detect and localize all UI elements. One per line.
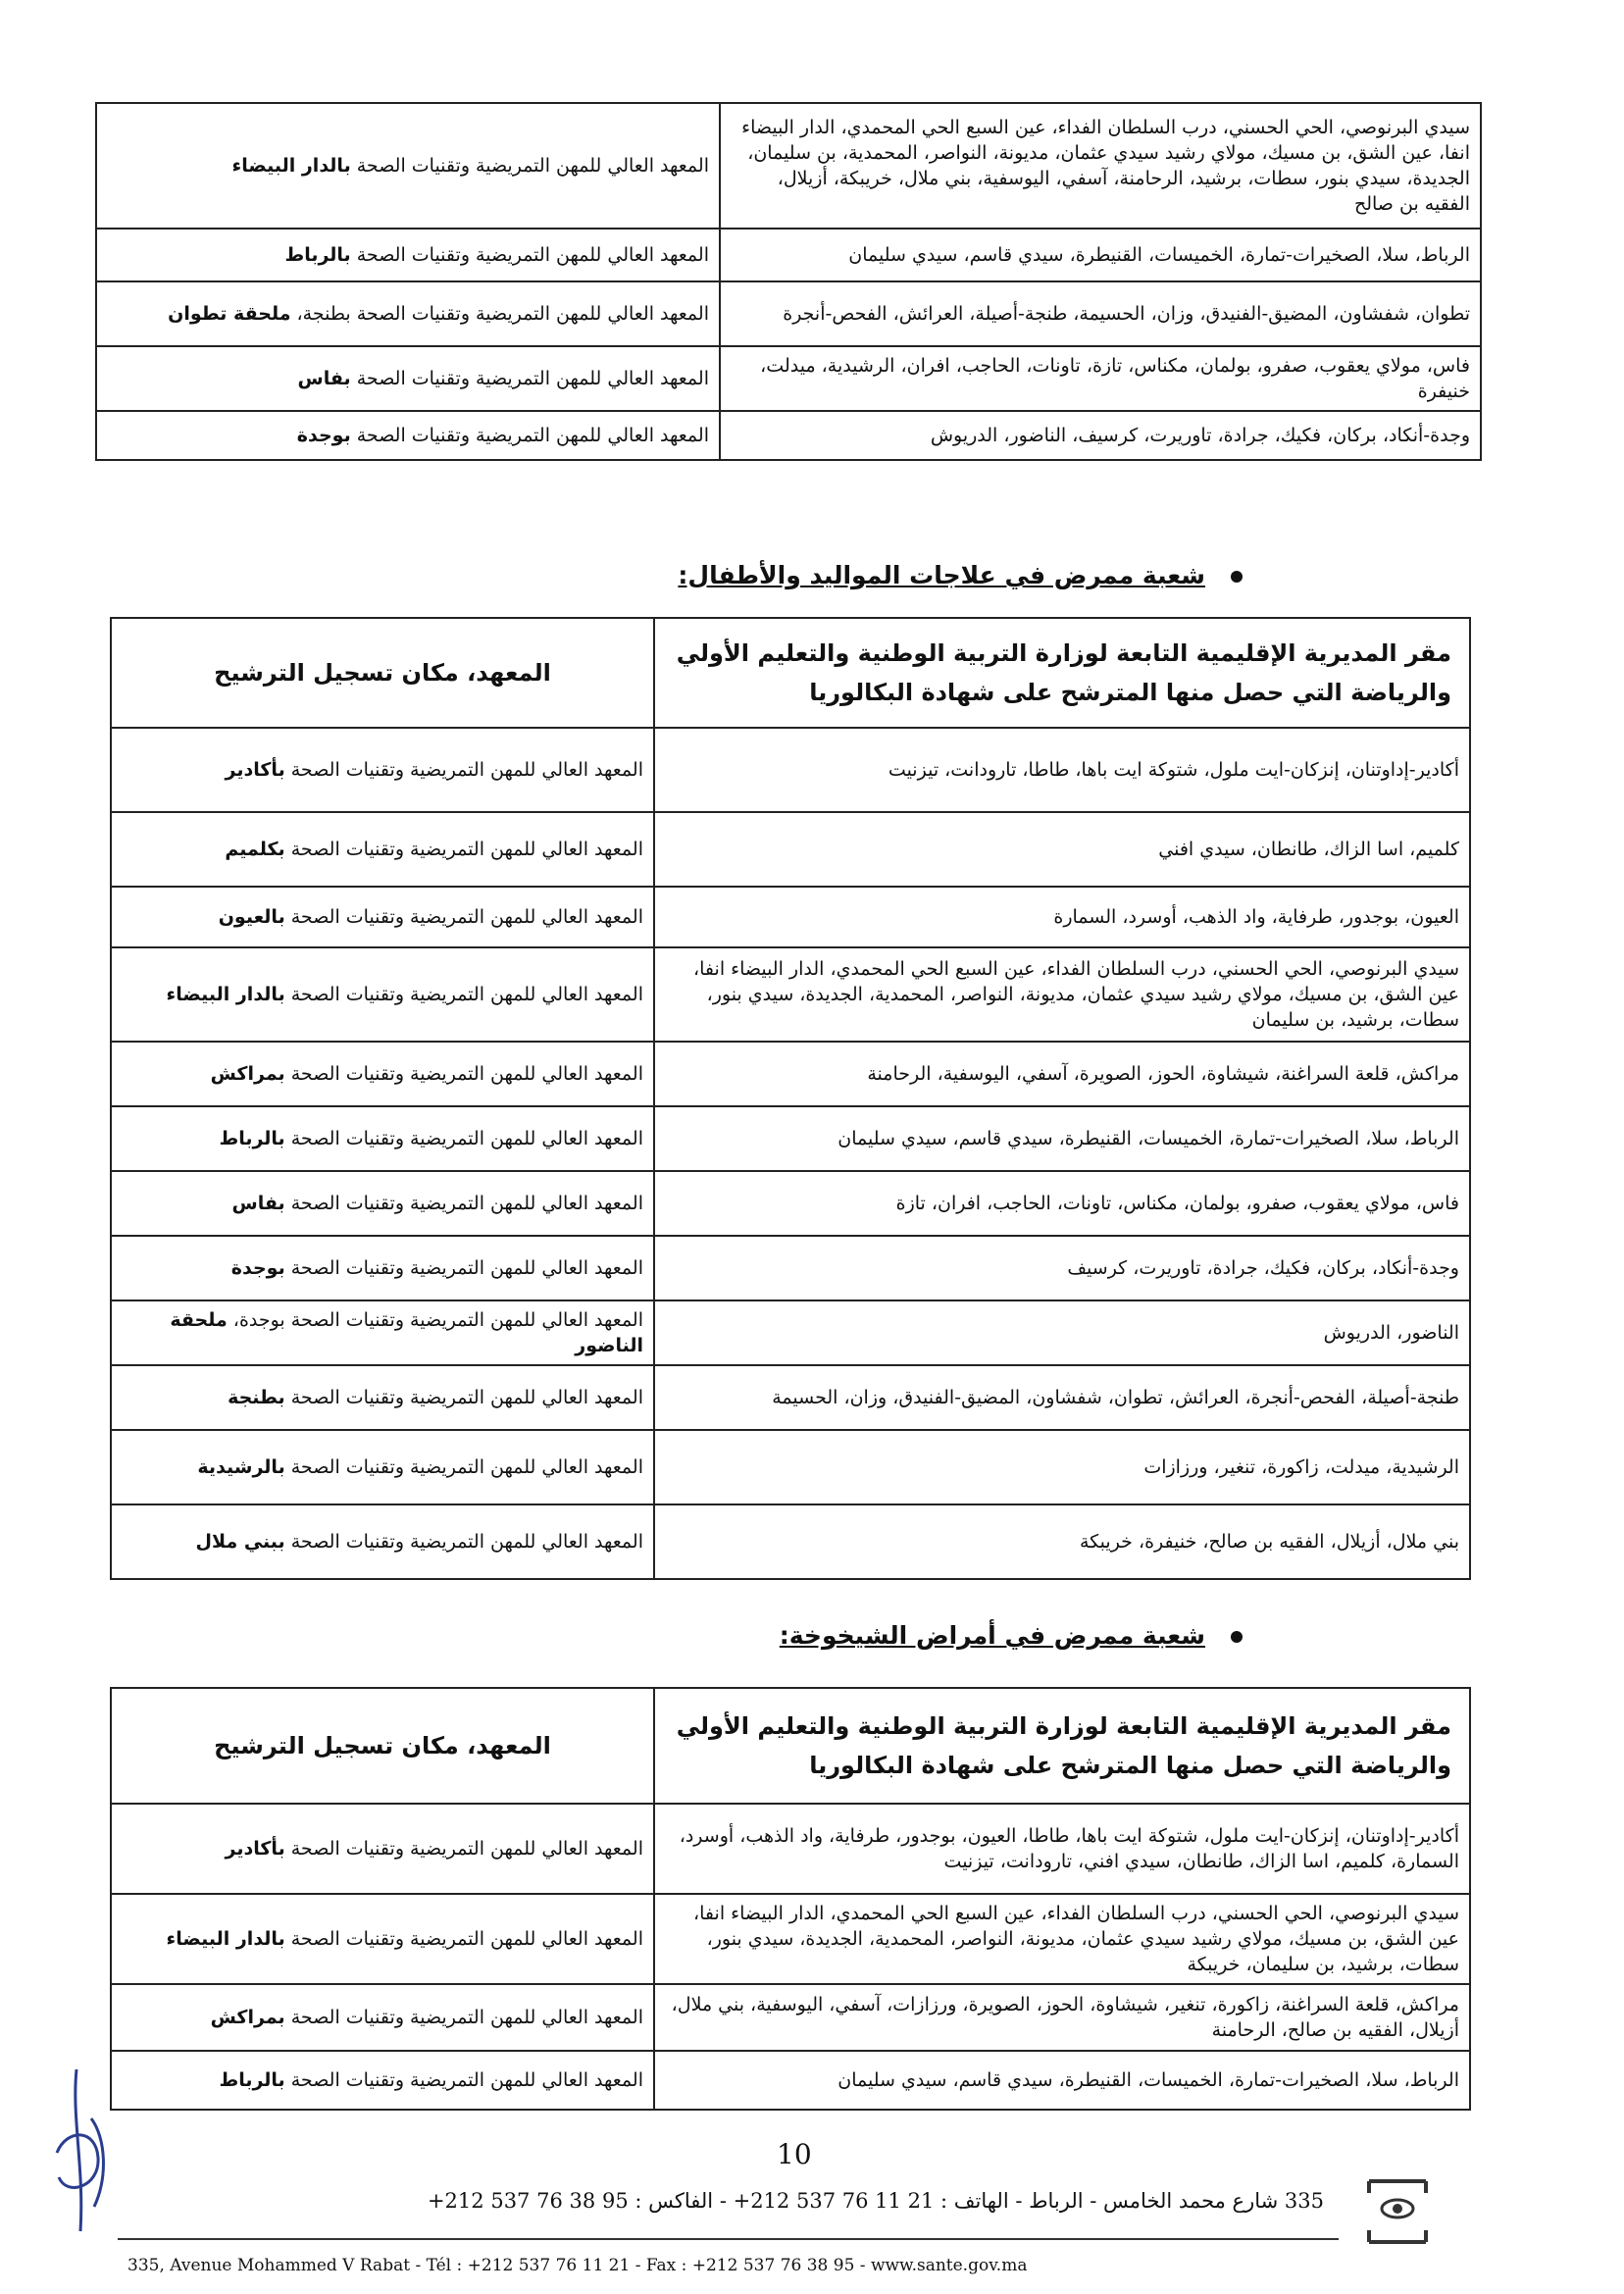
institute-name: المعهد العالي للمهن التمريضية وتقنيات الصحة bbox=[284, 906, 643, 928]
footer-address-arabic: 335 شارع محمد الخامس - الرباط - الهاتف : 21 11 76 537 212+ - الفاكس : 95 38 76 537 212+ bbox=[427, 2189, 1324, 2213]
bullet-icon bbox=[1231, 571, 1243, 583]
provinces-cell: الرباط، سلا، الصخيرات-تمارة، الخميسات، القنيطرة، سيدي قاسم، سيدي سليمان bbox=[654, 1106, 1470, 1171]
institute-city: بفاس bbox=[231, 1193, 285, 1214]
provinces-cell: فاس، مولاي يعقوب، صفرو، بولمان، مكناس، تازة، تاونات، الحاجب، افران، الرشيدية، ميدلت، خنيفرة bbox=[720, 346, 1481, 411]
table-row bbox=[111, 1300, 1470, 1365]
table-row bbox=[96, 281, 1481, 346]
institute-name: المعهد العالي للمهن التمريضية وتقنيات الصحة bbox=[284, 2007, 643, 2028]
institute-name: المعهد العالي للمهن التمريضية وتقنيات الصحة bbox=[284, 1387, 643, 1408]
table-row bbox=[111, 1894, 1470, 1984]
provinces-cell: وجدة-أنكاد، بركان، فكيك، جرادة، تاوريرت، كرسيف bbox=[654, 1236, 1470, 1300]
institute-cell bbox=[111, 728, 654, 812]
institute-city: ملحقة الناضور bbox=[170, 1309, 643, 1356]
institute-name: المعهد العالي للمهن التمريضية وتقنيات الصحة bbox=[284, 2069, 643, 2091]
institute-name: المعهد العالي للمهن التمريضية وتقنيات الصحة bbox=[284, 1928, 643, 1950]
table-row bbox=[111, 1984, 1470, 2051]
header-institute: المعهد، مكان تسجيل الترشيح bbox=[111, 618, 654, 728]
provinces-cell: العيون، بوجدور، طرفاية، واد الذهب، أوسرد، السمارة bbox=[654, 887, 1470, 947]
provinces-cell: الناضور، الدريوش bbox=[654, 1300, 1470, 1365]
institute-cell bbox=[111, 1430, 654, 1504]
institute-name: المعهد العالي للمهن التمريضية وتقنيات الصحة bbox=[284, 1128, 643, 1149]
table-row bbox=[111, 1171, 1470, 1236]
provinces-cell: أكادير-إداوتنان، إنزكان-ايت ملول، شتوكة ايت باها، طاطا، العيون، بوجدور، طرفاية، واد الذهب، أوسرد، السمارة، كلميم، اسا الزاك، طانطان، سيدي افني، تارودانت، تيزنيت bbox=[654, 1804, 1470, 1894]
institute-cell bbox=[111, 947, 654, 1042]
institute-city: بأكادير bbox=[225, 1838, 285, 1860]
institute-name: المعهد العالي للمهن التمريضية وتقنيات الصحة bbox=[350, 425, 709, 446]
institute-name: المعهد العالي للمهن التمريضية وتقنيات الصحة bbox=[284, 1063, 643, 1085]
institute-city: بوجدة bbox=[230, 1257, 285, 1279]
institute-city: بالرباط bbox=[284, 244, 351, 266]
footer-address-latin: 335, Avenue Mohammed V Rabat - Tél : +212 537 76 11 21 - Fax : +212 537 76 38 95 - www.sante.gov.ma bbox=[127, 2256, 1028, 2275]
institute-name: المعهد العالي للمهن التمريضية وتقنيات الصحة bbox=[350, 155, 709, 177]
header-directorate: مقر المديرية الإقليمية التابعة لوزارة التربية الوطنية والتعليم الأولي والرياضة التي حصل منها المترشح على شهادة البكالوريا bbox=[654, 618, 1470, 728]
institute-city: ملحقة تطوان bbox=[168, 303, 291, 325]
table-row bbox=[96, 103, 1481, 229]
institute-cell bbox=[111, 1106, 654, 1171]
institute-name: المعهد العالي للمهن التمريضية وتقنيات الصحة bbox=[284, 1838, 643, 1860]
table-row bbox=[96, 411, 1481, 460]
table-row bbox=[111, 1106, 1470, 1171]
institute-cell bbox=[111, 812, 654, 887]
table-row bbox=[96, 346, 1481, 411]
table-row bbox=[111, 1430, 1470, 1504]
institute-city: بمراكش bbox=[210, 2007, 285, 2028]
institute-cell bbox=[111, 1894, 654, 1984]
bullet-icon bbox=[1231, 1631, 1243, 1643]
institute-name: المعهد العالي للمهن التمريضية وتقنيات الصحة bbox=[284, 984, 643, 1005]
institute-cell bbox=[111, 1236, 654, 1300]
table-row bbox=[111, 1042, 1470, 1106]
institute-name: المعهد العالي للمهن التمريضية وتقنيات الصحة bbox=[284, 1531, 643, 1553]
table-row bbox=[111, 1504, 1470, 1579]
table-row bbox=[111, 812, 1470, 887]
footer-divider bbox=[118, 2238, 1339, 2240]
institute-city: بالعيون bbox=[218, 906, 285, 928]
institute-name: المعهد العالي للمهن التمريضية وتقنيات الصحة bbox=[284, 1193, 643, 1214]
section-title-pediatrics: شعبة ممرض في علاجات المواليد والأطفال: bbox=[678, 561, 1243, 589]
provinces-cell: الرباط، سلا، الصخيرات-تمارة، الخميسات، القنيطرة، سيدي قاسم، سيدي سليمان bbox=[720, 229, 1481, 281]
institute-cell bbox=[111, 1300, 654, 1365]
provinces-cell: تطوان، شفشاون، المضيق-الفنيدق، وزان، الحسيمة، طنجة-أصيلة، العرائش، الفحص-أنجرة bbox=[720, 281, 1481, 346]
institute-cell bbox=[96, 103, 720, 229]
institute-cell bbox=[111, 2051, 654, 2110]
institute-city: بطنجة bbox=[228, 1387, 285, 1408]
table-continued bbox=[95, 102, 1482, 461]
institute-cell bbox=[111, 1171, 654, 1236]
provinces-cell: سيدي البرنوصي، الحي الحسني، درب السلطان الفداء، عين السبع الحي المحمدي، الدار البيضاء انفا، عين الشق، بن مسيك، مولاي رشيد سيدي عثمان، مديونة، النواصر، المحمدية، بن سليمان، الجديدة، سيدي بنور، سطات، برشيد، الرحامنة، آسفي، اليوسفية، بني ملال، خريبكة، أزيلال، الفقيه بن صالح bbox=[720, 103, 1481, 229]
institute-cell bbox=[111, 887, 654, 947]
provinces-cell: الرباط، سلا، الصخيرات-تمارة، الخميسات، القنيطرة، سيدي قاسم، سيدي سليمان bbox=[654, 2051, 1470, 2110]
table-row bbox=[111, 728, 1470, 812]
institute-city: بأكادير bbox=[225, 759, 285, 781]
institute-cell bbox=[96, 346, 720, 411]
table-row bbox=[111, 887, 1470, 947]
institute-name: المعهد العالي للمهن التمريضية وتقنيات الصحة bbox=[284, 759, 643, 781]
provinces-cell: كلميم، اسا الزاك، طانطان، سيدي افني bbox=[654, 812, 1470, 887]
institute-cell bbox=[96, 281, 720, 346]
ministry-logo-icon bbox=[1363, 2173, 1432, 2250]
institute-cell bbox=[96, 229, 720, 281]
table-row bbox=[111, 1236, 1470, 1300]
institute-cell bbox=[96, 411, 720, 460]
table-row bbox=[111, 2051, 1470, 2110]
institute-name: المعهد العالي للمهن التمريضية وتقنيات الصحة bbox=[284, 1257, 643, 1279]
institute-name: المعهد العالي للمهن التمريضية وتقنيات الصحة بوجدة، bbox=[227, 1309, 643, 1331]
table-row bbox=[111, 947, 1470, 1042]
table-row bbox=[111, 1365, 1470, 1430]
institute-cell bbox=[111, 1804, 654, 1894]
institute-city: بالدار البيضاء bbox=[231, 155, 351, 177]
institute-city: بفاس bbox=[297, 368, 351, 389]
institute-name: المعهد العالي للمهن التمريضية وتقنيات الصحة بطنجة، bbox=[290, 303, 709, 325]
table-row bbox=[96, 229, 1481, 281]
section-title-geriatrics: شعبة ممرض في أمراض الشيخوخة: bbox=[780, 1621, 1243, 1650]
table-pediatrics bbox=[110, 617, 1471, 1580]
provinces-cell: طنجة-أصيلة، الفحص-أنجرة، العرائش، تطوان، شفشاون، المضيق-الفنيدق، وزان، الحسيمة bbox=[654, 1365, 1470, 1430]
institute-city: بالرباط bbox=[219, 1128, 285, 1149]
institute-name: المعهد العالي للمهن التمريضية وتقنيات الصحة bbox=[284, 1456, 643, 1478]
page-number: 10 bbox=[777, 2138, 812, 2170]
provinces-cell: بني ملال، أزيلال، الفقيه بن صالح، خنيفرة، خريبكة bbox=[654, 1504, 1470, 1579]
header-directorate: مقر المديرية الإقليمية التابعة لوزارة التربية الوطنية والتعليم الأولي والرياضة التي حصل منها المترشح على شهادة البكالوريا bbox=[654, 1688, 1470, 1804]
table-geriatrics bbox=[110, 1687, 1471, 2111]
provinces-cell: سيدي البرنوصي، الحي الحسني، درب السلطان الفداء، عين السبع الحي المحمدي، الدار البيضاء انفا، عين الشق، بن مسيك، مولاي رشيد سيدي عثمان، مديونة، النواصر، المحمدية، الجديدة، سيدي بنور، سطات، برشيد، بن سليمان bbox=[654, 947, 1470, 1042]
provinces-cell: فاس، مولاي يعقوب، صفرو، بولمان، مكناس، تاونات، الحاجب، افران، تازة bbox=[654, 1171, 1470, 1236]
provinces-cell: الرشيدية، ميدلت، زاكورة، تنغير، ورزازات bbox=[654, 1430, 1470, 1504]
table-row bbox=[111, 1804, 1470, 1894]
institute-city: بكلميم bbox=[225, 839, 285, 860]
institute-name: المعهد العالي للمهن التمريضية وتقنيات الصحة bbox=[350, 244, 709, 266]
institute-city: بالدار البيضاء bbox=[166, 1928, 285, 1950]
institute-cell bbox=[111, 1984, 654, 2051]
handwritten-signature bbox=[37, 2060, 126, 2236]
provinces-cell: مراكش، قلعة السراغنة، شيشاوة، الحوز، الصويرة، آسفي، اليوسفية، الرحامنة bbox=[654, 1042, 1470, 1106]
header-institute: المعهد، مكان تسجيل الترشيح bbox=[111, 1688, 654, 1804]
institute-city: ببني ملال bbox=[195, 1531, 285, 1553]
institute-city: بالرباط bbox=[219, 2069, 285, 2091]
institute-name: المعهد العالي للمهن التمريضية وتقنيات الصحة bbox=[284, 839, 643, 860]
institute-cell bbox=[111, 1365, 654, 1430]
institute-city: بمراكش bbox=[210, 1063, 285, 1085]
institute-cell bbox=[111, 1504, 654, 1579]
institute-city: بالدار البيضاء bbox=[166, 984, 285, 1005]
institute-name: المعهد العالي للمهن التمريضية وتقنيات الصحة bbox=[350, 368, 709, 389]
provinces-cell: سيدي البرنوصي، الحي الحسني، درب السلطان الفداء، عين السبع الحي المحمدي، الدار البيضاء انفا، عين الشق، بن مسيك، مولاي رشيد سيدي عثمان، مديونة، النواصر، المحمدية، الجديدة، سيدي بنور، سطات، برشيد، بن سليمان، خريبكة bbox=[654, 1894, 1470, 1984]
institute-city: بوجدة bbox=[296, 425, 351, 446]
provinces-cell: مراكش، قلعة السراغنة، زاكورة، تنغير، شيشاوة، الحوز، الصويرة، ورزازات، آسفي، اليوسفية، بني ملال، أزيلال، الفقيه بن صالح، الرحامنة bbox=[654, 1984, 1470, 2051]
institute-cell bbox=[111, 1042, 654, 1106]
provinces-cell: وجدة-أنكاد، بركان، فكيك، جرادة، تاوريرت، كرسيف، الناضور، الدريوش bbox=[720, 411, 1481, 460]
institute-city: بالرشيدية bbox=[197, 1456, 285, 1478]
provinces-cell: أكادير-إداوتنان، إنزكان-ايت ملول، شتوكة ايت باها، طاطا، تارودانت، تيزنيت bbox=[654, 728, 1470, 812]
